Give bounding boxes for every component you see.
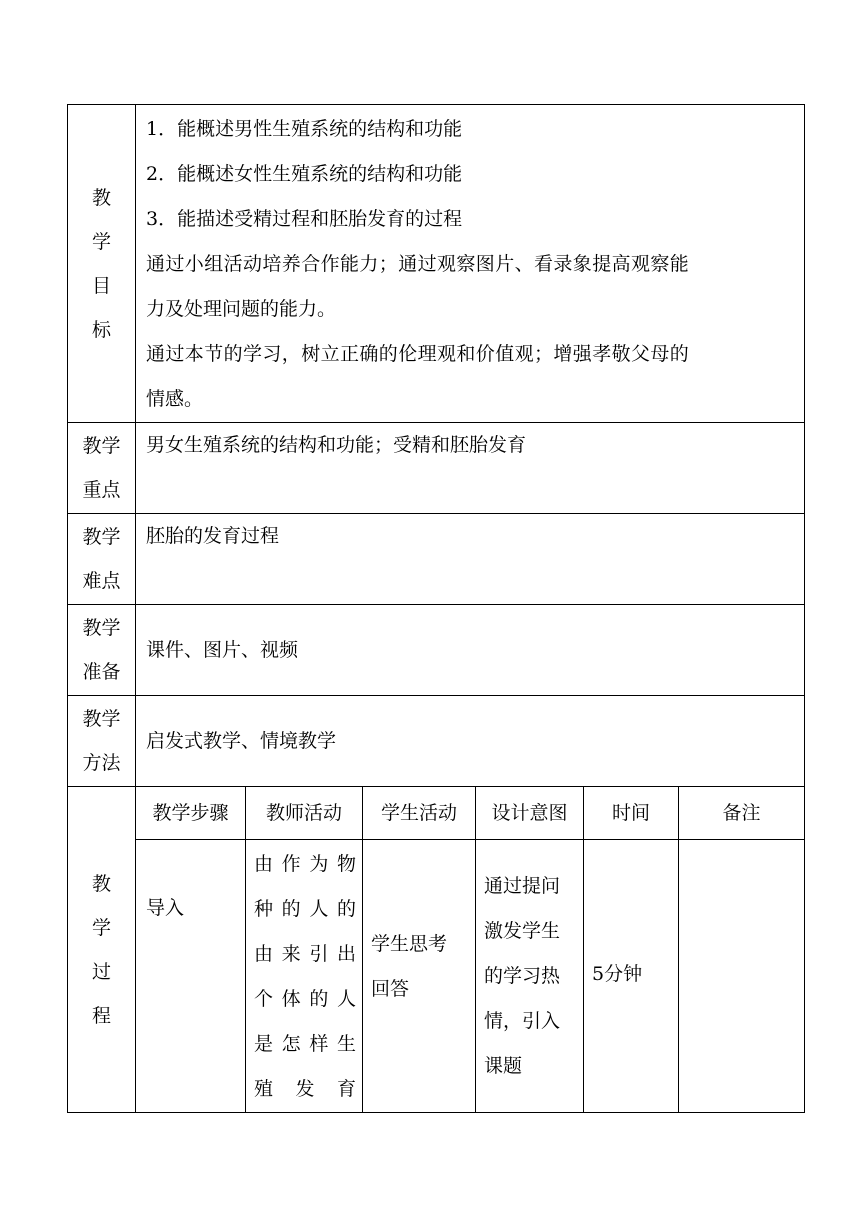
header-teacher: 教师活动 — [246, 787, 363, 840]
lesson-plan-table — [67, 104, 805, 1113]
header-note: 备注 — [679, 787, 805, 840]
step-cell: 导入 — [136, 840, 246, 1113]
key-points-label: 教学 重点 — [68, 423, 136, 514]
preparation-label: 教学 准备 — [68, 605, 136, 696]
teacher-activity-cell: 由作为物 种的人的 由来引出 个体的人 是怎样生 殖 发 育 — [246, 840, 363, 1113]
header-step: 教学步骤 — [136, 787, 246, 840]
process-label: 教 学 过 程 — [68, 787, 136, 1113]
key-points-row — [68, 423, 805, 514]
objective-line: 3．能描述受精过程和胚胎发育的过程 — [146, 208, 463, 230]
objectives-row — [68, 105, 805, 423]
preparation-content: 课件、图片、视频 — [136, 605, 805, 696]
objective-line: 情感。 — [146, 388, 204, 410]
time-cell: 5分钟 — [584, 840, 679, 1113]
header-intent: 设计意图 — [476, 787, 584, 840]
objectives-label: 教 学 目 标 — [68, 105, 136, 423]
objective-line: 通过本节的学习，树立正确的伦理观和价值观；增强孝敬父母的 — [146, 343, 690, 365]
difficulties-label: 教学 难点 — [68, 514, 136, 605]
difficulties-content: 胚胎的发育过程 — [136, 514, 805, 605]
objectives-content — [136, 105, 805, 423]
note-cell — [679, 840, 805, 1113]
objective-line: 2．能概述女性生殖系统的结构和功能 — [146, 163, 463, 185]
key-points-content: 男女生殖系统的结构和功能；受精和胚胎发育 — [136, 423, 805, 514]
methods-row — [68, 696, 805, 787]
objective-line: 通过小组活动培养合作能力；通过观察图片、看录象提高观察能 — [146, 253, 690, 275]
student-activity-cell: 学生思考 回答 — [363, 840, 476, 1113]
process-row-intro — [68, 840, 805, 1113]
objective-line: 力及处理问题的能力。 — [146, 298, 337, 320]
methods-content: 启发式教学、情境教学 — [136, 696, 805, 787]
preparation-row — [68, 605, 805, 696]
difficulties-row — [68, 514, 805, 605]
header-student: 学生活动 — [363, 787, 476, 840]
methods-label: 教学 方法 — [68, 696, 136, 787]
header-time: 时间 — [584, 787, 679, 840]
objective-line: 1．能概述男性生殖系统的结构和功能 — [146, 118, 463, 140]
design-intent-cell: 通过提问 激发学生 的学习热 情，引入 课题 — [476, 840, 584, 1113]
process-header-row — [68, 787, 805, 840]
